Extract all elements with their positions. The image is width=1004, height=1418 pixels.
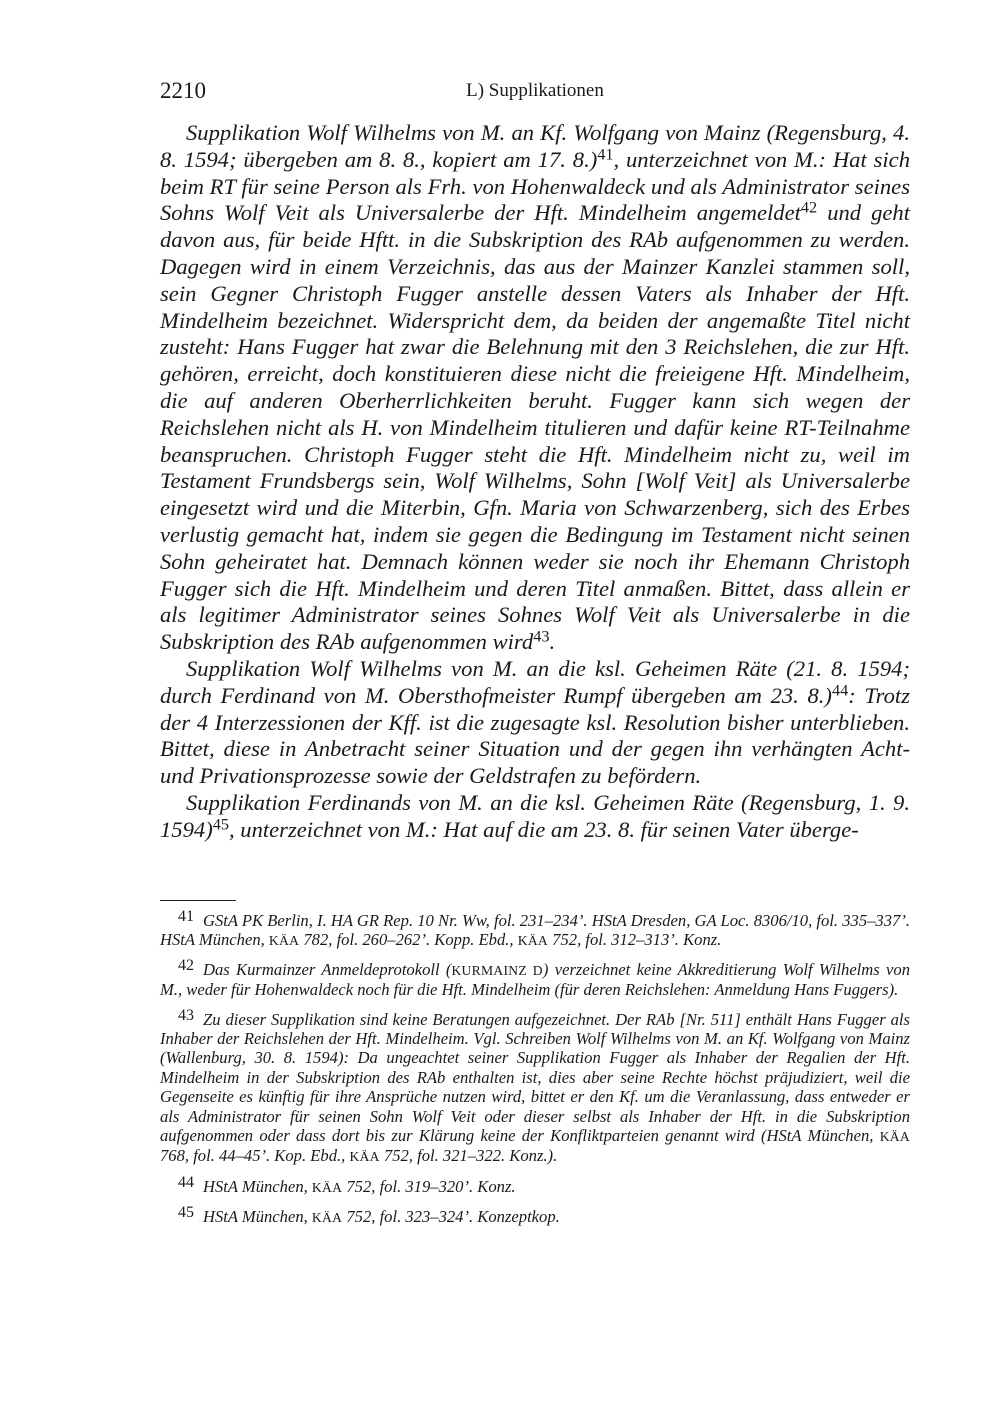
footnote-text: ) verzeichnet keine Akkreditierung Wolf Wilhelms von M., weder für Hohenwaldeck noch für die Hft. Mindelheim (für deren Reichslehen: Anmeldung Hans Fuggers). xyxy=(160,959,910,1000)
footnote-text: KURMAINZ D xyxy=(451,962,543,978)
footnotes xyxy=(160,907,910,1228)
footnote-41 xyxy=(160,907,910,951)
footnote-text: Zu dieser Supplikation sind keine Beratungen aufgezeichnet. Der RAb [Nr. 511] enthält Hans Fugger als Inhaber der Reichslehen der Hft. Mindelheim. Vgl. Schreiben Wolf Wilhelms von M. an Kf. Wolfgang von Mainz (Wallenburg, 30. 8. 1594): Da ungeachtet seiner Supplikation Fugger als Inhaber der Regalien der Hft. Mindelheim in der Subskription des RAb enthalten ist, dies aber seine Rechte höchst präjudiziert, weil die Gegenseite es künftig für ihre Ansprüche nutzen wird, bittet er den Kf. um die Veranlassung, dass entweder er als Administrator für seinen Sohn Wolf Veit oder dieser selbst als Inhaber der Hft. in die Subskription aufgenommen oder dass dort bis zur Klärung keine der Konfliktparteien genannt wird (HStA München, xyxy=(160,1009,910,1145)
running-head: L) Supplikationen xyxy=(466,80,604,101)
page-number: 2210 xyxy=(160,78,206,103)
footnote-number: 43 xyxy=(178,1006,194,1024)
footnote-number: 42 xyxy=(178,957,194,975)
page-header xyxy=(160,74,910,108)
footnote-ref-43[interactable]: 43 xyxy=(533,627,550,646)
document-page xyxy=(160,74,910,1233)
paragraph-3 xyxy=(160,790,910,844)
footnote-43 xyxy=(160,1006,910,1167)
paragraph-text: . xyxy=(549,629,556,655)
paragraph-text: , unterzeichnet von M.: Hat sich beim RT für seine Person als Frh. von Hohenwaldeck und als Administrator seines Sohns Wolf Veit als Universalerbe der Hft. Mindelheim angemeldet xyxy=(160,146,910,226)
footnote-text: KÄA xyxy=(311,1179,343,1195)
footnote-text: 782, fol. 260–262’. Kopp. Ebd., xyxy=(299,929,518,949)
paragraph-text: , unterzeichnet von M.: Hat auf die am 23. 8. für seinen Vater überge- xyxy=(228,816,859,842)
footnote-text: GStA PK Berlin, I. HA GR Rep. 10 Nr. Ww, fol. 231–234’. HStA Dresden, GA Loc. 8306/10, fol. 335–337’. HStA München, xyxy=(160,910,910,949)
footnote-text: HStA München, xyxy=(203,1176,312,1196)
footnote-text: KÄA xyxy=(311,1209,343,1225)
paragraph-text: Supplikation Ferdinands von M. an die ksl. Geheimen Räte (Regensburg, 1. 9. 1594) xyxy=(160,789,910,842)
footnote-number: 45 xyxy=(178,1203,194,1221)
footnote-ref-45[interactable]: 45 xyxy=(212,815,229,834)
footnote-divider xyxy=(160,900,236,901)
footnote-ref-42[interactable]: 42 xyxy=(800,199,818,218)
footnote-ref-44[interactable]: 44 xyxy=(831,681,849,700)
paragraph-1 xyxy=(160,120,910,656)
footnote-text: KÄA xyxy=(349,1149,380,1165)
paragraph-text: : Trotz der 4 Interzessionen der Kff. ist die zugesagte ksl. Resolution bisher unterblieben. Bittet, diese in Anbetracht seiner Situation und der gegen ihn verhängten Acht- und Privationsprozesse sowie der Geldstrafen zu befördern. xyxy=(160,682,910,789)
paragraph-2 xyxy=(160,656,910,790)
footnote-45 xyxy=(160,1203,910,1227)
paragraph-text: Supplikation Wolf Wilhelms von M. an die ksl. Geheimen Räte (21. 8. 1594; durch Ferdinand von M. Obersthofmeister Rumpf übergeben am 23. 8.) xyxy=(160,655,910,708)
footnote-number: 44 xyxy=(178,1173,194,1191)
footnote-text: KÄA xyxy=(879,1128,910,1144)
footnote-42 xyxy=(160,956,910,1000)
footnote-text: Das Kurmainzer Anmeldeprotokoll ( xyxy=(203,959,452,979)
footnote-text: 752, fol. 323–324’. Konzeptkop. xyxy=(342,1206,560,1226)
footnote-text: HStA München, xyxy=(203,1206,312,1226)
footnote-ref-41[interactable]: 41 xyxy=(597,145,614,164)
footnote-text: 768, fol. 44–45’. Kop. Ebd., xyxy=(160,1146,350,1166)
footnote-text: KÄA xyxy=(268,932,300,948)
paragraph-text: und geht davon aus, für beide Hftt. in die Subskription des RAb aufgenommen zu werden. Dagegen wird in einem Verzeichnis, das aus der Mainzer Kanzlei stammen soll, sein Gegner Christoph Fugger anstelle dessen Vaters als Inhaber der Hft. Mindelheim bezeichnet. Widerspricht dem, da beiden der angemaßte Titel nicht zusteht: Hans Fugger hat zwar die Belehnung mit den 3 Reichslehen, die zur Hft. gehören, erreicht, doch konstituieren diese nicht die freieigene Hft. Mindelheim, die auf anderen Oberherrlichkeiten beruht. Fugger kann sich wegen der Reichslehen nicht als H. von Mindelheim titulieren und dafür keine RT-Teilnahme beanspruchen. Christoph Fugger steht die Hft. Mindelheim nicht zu, weil im Testament Frundsbergs sein, Wolf Wilhelms, Sohn [Wolf Veit] als Universalerbe eingesetzt wird und die Miterbin, Gfn. Maria von Schwarzenberg, sich des Erbes verlustig gemacht hat, indem sie gegen die Bedingung im Testament nicht seinen Sohn geheiratet hat. Demnach können weder sie noch ihr Ehemann Christoph Fugger sich die Hft. Mindelheim und deren Titel anmaßen. Bittet, dass allein er als legitimer Administrator seines Sohnes Wolf Veit als Universalerbe in die Subskription des RAb aufgenommen wird xyxy=(160,200,910,655)
footnote-text: 752, fol. 312–313’. Konz. xyxy=(548,929,722,949)
footnote-text: 752, fol. 321–322. Konz.). xyxy=(379,1146,558,1166)
footnote-number: 41 xyxy=(178,907,194,925)
footnote-text: 752, fol. 319–320’. Konz. xyxy=(342,1176,516,1196)
paragraph-text: Supplikation Wolf Wilhelms von M. an Kf. Wolfgang von Mainz (Regensburg, 4. 8. 1594; übergeben am 8. 8., kopiert am 17. 8.) xyxy=(160,120,910,172)
main-text xyxy=(160,120,910,844)
footnote-text: KÄA xyxy=(517,932,549,948)
footnote-44 xyxy=(160,1173,910,1197)
